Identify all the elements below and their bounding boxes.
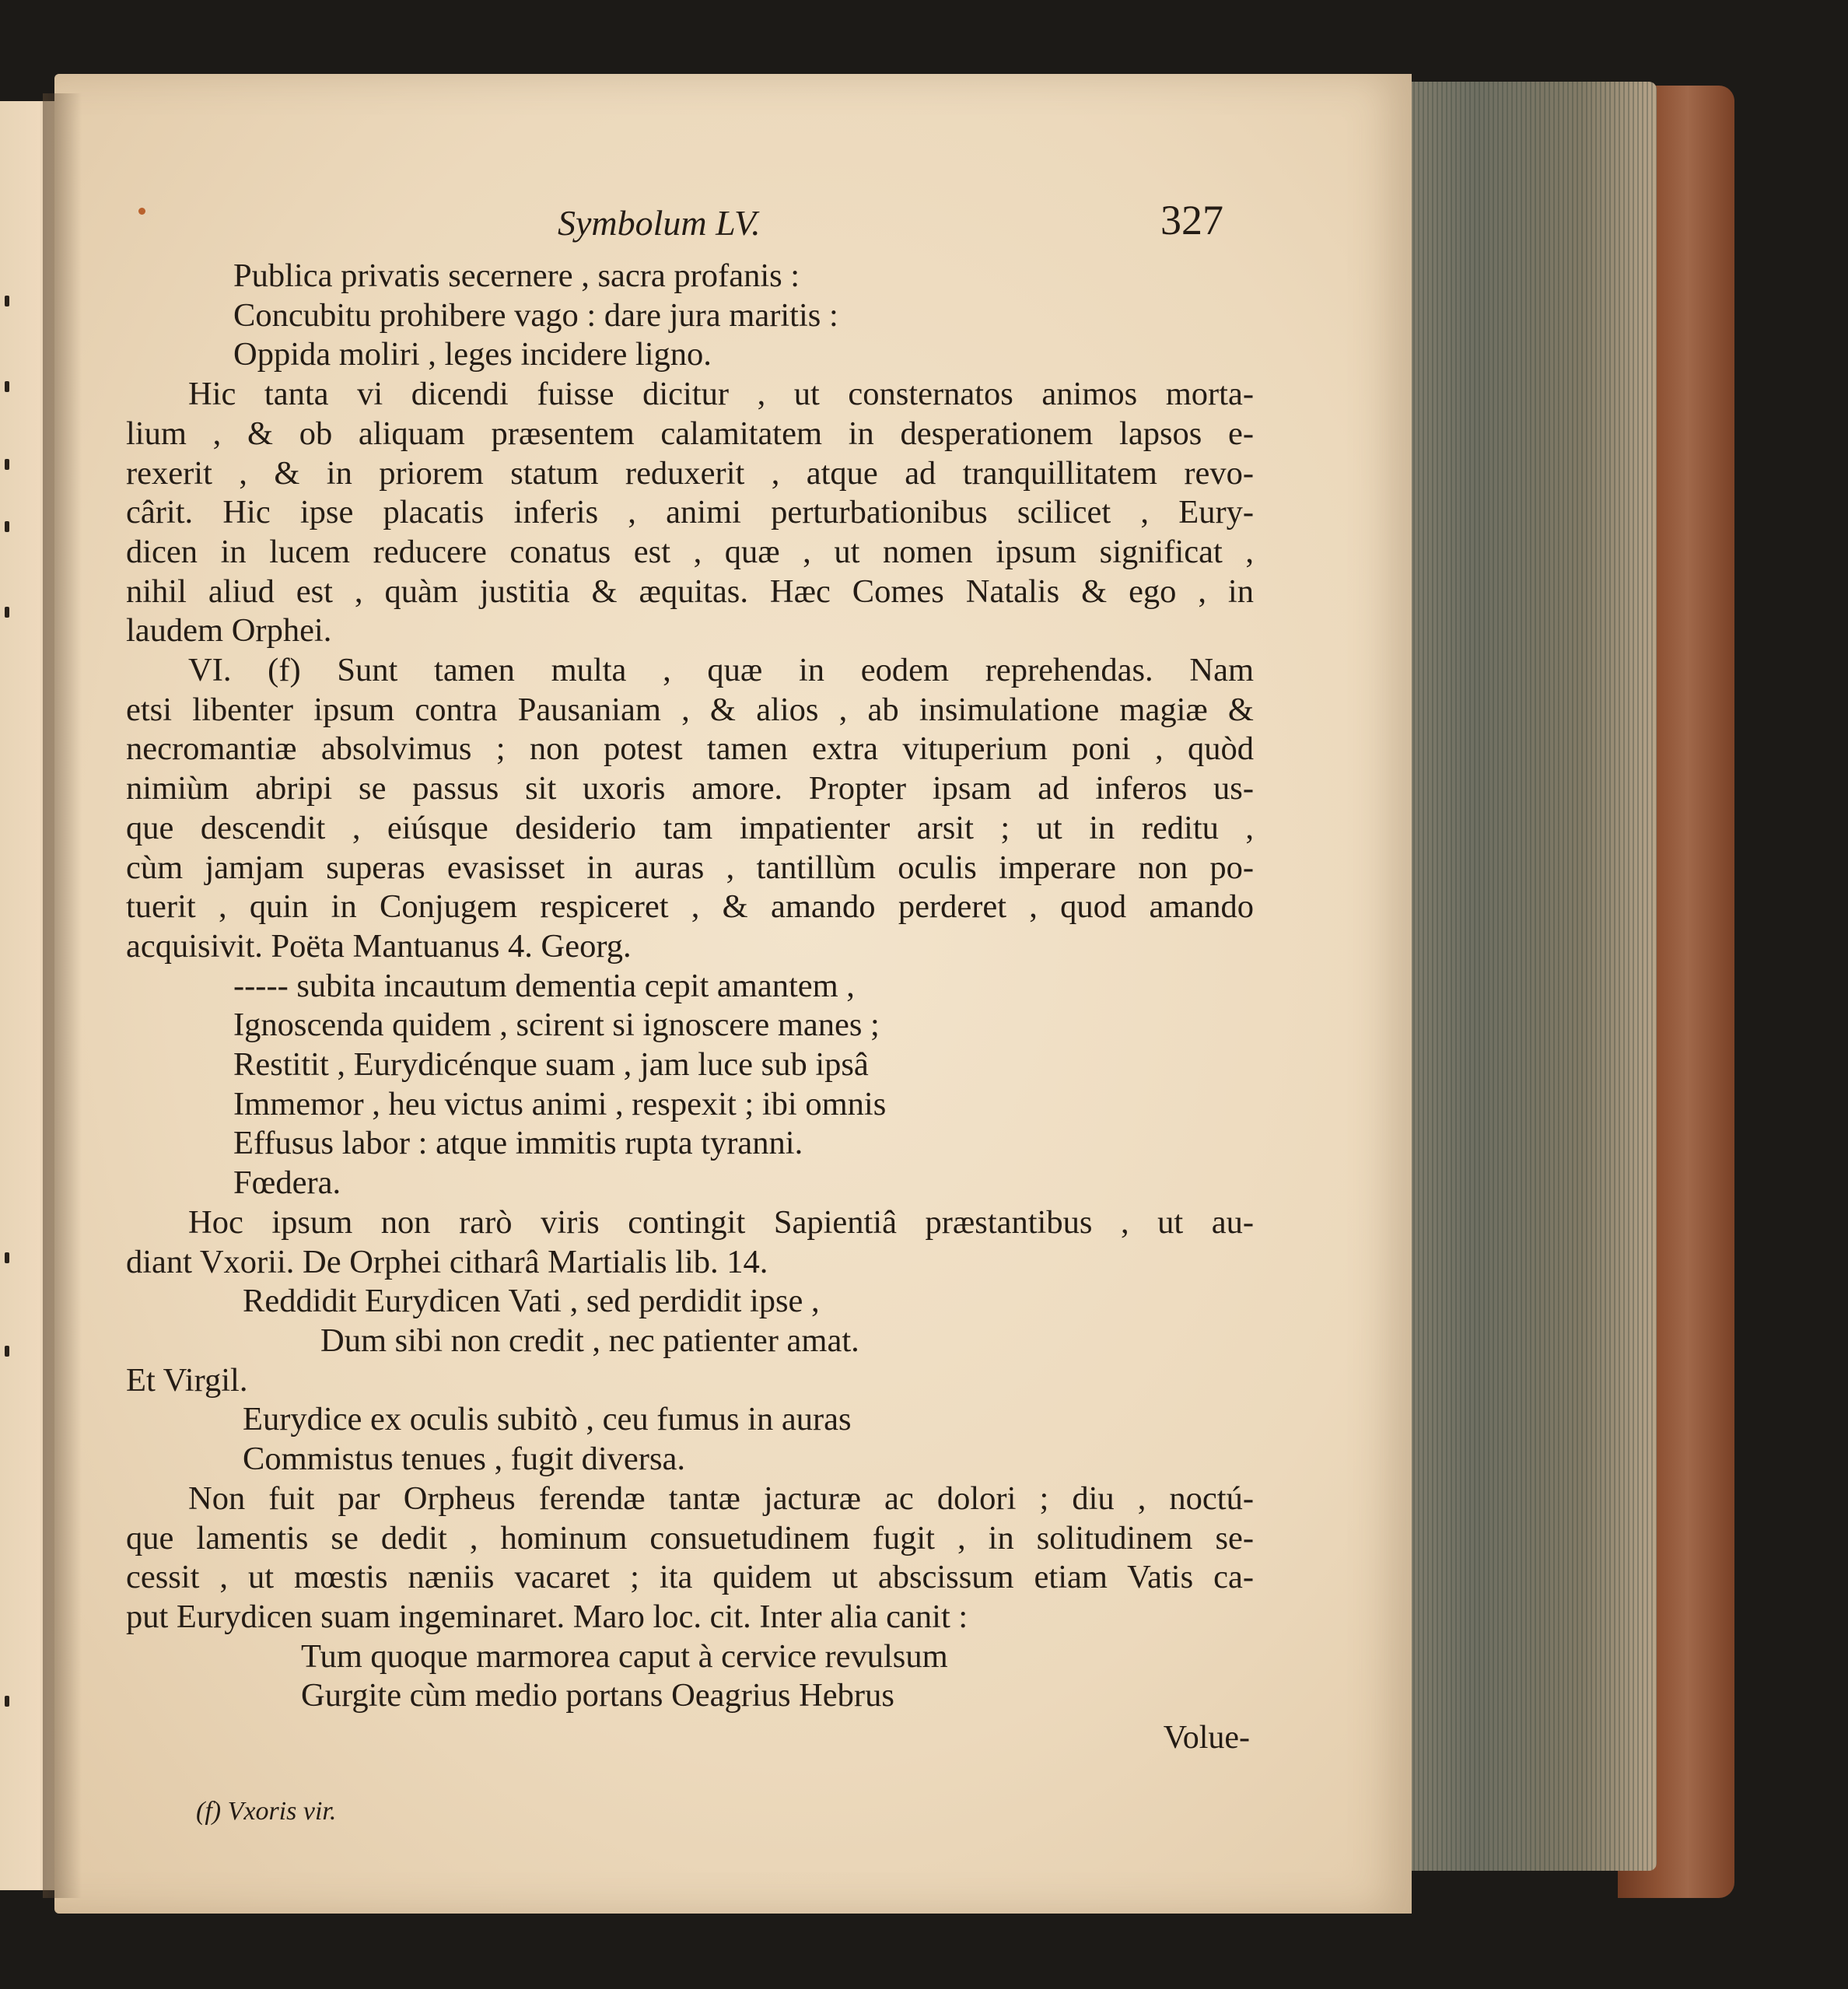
running-head [126, 197, 1254, 257]
text-line: que lamentis se dedit , hominum consuetudinem fugit , in solitudinem se- [126, 1519, 1254, 1557]
text-line: cârit. Hic ipse placatis inferis , animi perturbationibus scilicet , Eury- [126, 494, 1254, 531]
text-line: lium , & ob aliquam præsentem calamitatem in desperationem lapsos e- [126, 415, 1254, 452]
text-line: Et Virgil. [126, 1361, 248, 1399]
text-line: put Eurydicen suam ingeminaret. Maro loc. cit. Inter alia canit : [126, 1598, 968, 1635]
catchword: Volue- [1163, 1720, 1250, 1756]
text-line: Oppida moliri , leges incidere ligno. [233, 336, 712, 373]
text-line: Fœdera. [233, 1164, 341, 1202]
text-line: nimiùm abripi se passus sit uxoris amore. Propter ipsam ad inferos us- [126, 770, 1254, 807]
running-head-title: Symbolum LV. [558, 203, 761, 243]
book-page [54, 74, 1412, 1914]
text-line: Publica privatis secernere , sacra profanis : [233, 257, 800, 294]
left-page-text-fragments [5, 101, 20, 1890]
text-line: cessit , ut mœstis næniis vacaret ; ita quidem ut abscissum etiam Vatis ca- [126, 1559, 1254, 1596]
text-line: Gurgite cùm medio portans Oeagrius Hebrus [301, 1677, 894, 1714]
text-line: laudem Orphei. [126, 612, 332, 650]
text-line: Restitit , Eurydicénque suam , jam luce sub ipsâ [233, 1046, 869, 1084]
text-line: VI. (f) Sunt tamen multa , quæ in eodem reprehendas. Nam [188, 652, 1254, 689]
text-line: Non fuit par Orpheus ferendæ tantæ jacturæ ac dolori ; diu , noctú- [188, 1479, 1254, 1517]
text-line: Effusus labor : atque immitis rupta tyranni. [233, 1125, 803, 1162]
body-text [126, 257, 1254, 1716]
text-line: Commistus tenues , fugit diversa. [243, 1441, 685, 1478]
text-line: Reddidit Eurydicen Vati , sed perdidit ipse , [243, 1283, 820, 1320]
text-line: rexerit , & in priorem statum reduxerit , atque ad tranquillitatem revo- [126, 454, 1254, 492]
text-line: tuerit , quin in Conjugem respiceret , & amando perderet , quod amando [126, 888, 1254, 926]
text-line: acquisivit. Poëta Mantuanus 4. Georg. [126, 927, 632, 965]
text-line: dicen in lucem reducere conatus est , quæ , ut nomen ipsum significat , [126, 533, 1254, 570]
text-line: diant Vxorii. De Orphei citharâ Martialis lib. 14. [126, 1243, 768, 1280]
text-line: Dum sibi non credit , nec patienter amat. [320, 1322, 859, 1359]
text-line: Hic tanta vi dicendi fuisse dicitur , ut consternatos animos morta- [188, 376, 1254, 413]
text-line: Concubitu prohibere vago : dare jura maritis : [233, 296, 838, 334]
text-line: nihil aliud est , quàm justitia & æquitas. Hæc Comes Natalis & ego , in [126, 573, 1254, 610]
text-line: Eurydice ex oculis subitò , ceu fumus in auras [243, 1401, 852, 1438]
text-line: Hoc ipsum non rarò viris contingit Sapientiâ præstantibus , ut au- [188, 1203, 1254, 1241]
page-text-block [126, 197, 1254, 1826]
text-line: Immemor , heu victus animi , respexit ; ibi omnis [233, 1085, 887, 1122]
text-line: etsi libenter ipsum contra Pausaniam , & alios , ab insimulatione magiæ & [126, 691, 1254, 728]
text-line: que descendit , eiúsque desiderio tam impatienter arsit ; ut in reditu , [126, 809, 1254, 846]
text-line: Ignoscenda quidem , scirent si ignoscere manes ; [233, 1007, 880, 1044]
gutter-shadow [43, 93, 82, 1898]
text-line: cùm jamjam superas evasisset in auras , tantillùm oculis imperare non po- [126, 849, 1254, 886]
footnote: (f) Vxoris vir. [196, 1797, 337, 1826]
page-number: 327 [1160, 197, 1223, 243]
text-line: Tum quoque marmorea caput à cervice revulsum [301, 1637, 948, 1675]
text-line: necromantiæ absolvimus ; non potest tamen extra vituperium poni , quòd [126, 730, 1254, 768]
text-line: ----- subita incautum dementia cepit amantem , [233, 967, 855, 1004]
